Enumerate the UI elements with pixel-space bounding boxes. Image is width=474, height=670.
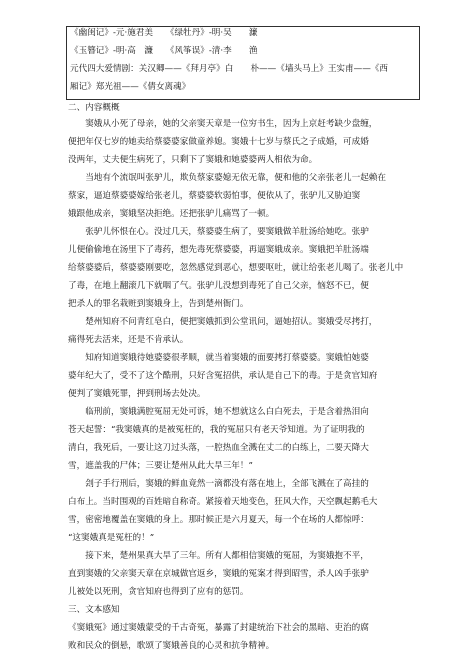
paragraph-line: 雪，密密地覆盖在窦娥的身上。那时候正是六月夏天，每一个在场的人都惊呼：	[68, 515, 369, 525]
paragraph-line: 接下来，楚州果真大旱了三年。所有人都相信窦娥的冤屈，为窦娥抱不平，	[68, 551, 369, 561]
paragraph-line: 儿便偷偷地在汤里下了毒药，想先毒死蔡婆婆，再逼窦娥成亲。窦娥把羊肚汤端	[68, 245, 369, 255]
paragraph-line: 蔡家，逼迫蔡婆婆嫁给张老儿，蔡婆婆软弱怕事，便依从了，张驴儿又胁迫窦	[68, 191, 361, 201]
paragraph-line: “这窦娥真是冤枉的！”	[68, 533, 155, 543]
paragraph-line: 了毒，在地上翻滚几下就咽了气。张驴儿没想到毒死了自己父亲，恼怒不已，便	[68, 281, 369, 291]
paragraph-line: 楚州知府不问青红皂白，便把窦娥抓到公堂讯问，逼她招认。窦娥受尽拷打，	[68, 317, 378, 327]
table-row: 《玉簪记》-明·高 濂 《风筝误》-清·李 渔	[70, 46, 258, 56]
paragraph-line: 给蔡婆婆后，蔡婆婆刚要吃，忽然感觉到恶心，想要呕吐，就让给张老儿喝了。张老儿中	[68, 263, 404, 273]
paragraph-line: 刽子手行刑后，窦娥的鲜血竟然一滴都没有落在地上，全部飞溅在了高挂的	[68, 479, 369, 489]
table-row: 《幽闺记》-元·施君美 《绿牡丹》-明·吴 濂	[70, 28, 258, 38]
paragraph-line: 窦娥从小死了母亲，她的父亲窦天章是一位穷书生，因为上京赶考缺少盘缠，	[68, 119, 378, 129]
paragraph-line: 娥跟他成亲，窦娥坚决拒绝。还把张驴儿痛骂了一顿。	[68, 209, 275, 219]
paragraph-line: 婆年纪大了，受不了这个酷刑，只好含冤招供，承认是自己下的毒。于是贪官知府	[68, 371, 378, 381]
paragraph-line: 知府知道窦娥待她婆婆很孝顺，就当着窦娥的面要拷打蔡婆婆。窦娥怕她婆	[68, 353, 369, 363]
section-heading-text-perception: 三、文本感知	[68, 605, 120, 615]
paragraph-line: 把杀人的罪名栽赃到窦娥身上，告到楚州衙门。	[68, 299, 249, 309]
section-heading-content: 二、内容概概	[68, 103, 120, 113]
paragraph-line: 没两年，丈夫便生病死了，只剩下了窦娥和她婆婆两人相依为命。	[68, 155, 318, 165]
paragraph-line: 直到窦娥的父亲窦天章在京城做官返乡，窦娥的冤案才得到昭雪，杀人凶手张驴	[68, 569, 369, 579]
paragraph-line: 败和民众的倒悬，歌颂了窦娥善良的心灵和抗争精神。	[68, 641, 275, 651]
table-row: 元代四大爱情剧：关汉卿——《拜月亭》白 朴——《墙头马上》王实甫——《西	[70, 64, 388, 74]
paragraph-line: 张驴儿怀恨在心。没过几天，蔡婆婆生病了，要窦娥做羊肚汤给她吃。张驴	[68, 227, 369, 237]
paragraph-line: 清白，我死后，一要让这刀过头落，一腔热血全溅在丈二的白练上，二要天降大	[68, 443, 369, 453]
paragraph-line: 痛得死去活来，还是不肯承认。	[68, 335, 189, 345]
paragraph-line: 儿被处以死刑，贪官知府也得到了应有的惩罚。	[68, 587, 249, 597]
table-row: 厢记》郑光祖——《倩女离魂》	[70, 82, 191, 92]
paragraph-line: 《窦娥冤》通过窦娥蒙受的千古奇冤，暴露了封建统治下社会的黑暗、吏治的腐	[68, 623, 369, 633]
paragraph-line: 便判了窦娥死罪，押到刑场去处决。	[68, 389, 206, 399]
paragraph-line: 苍天起誓：“我窦娥真的是被冤枉的，我的冤屈只有老天爷知道。为了证明我的	[68, 425, 365, 435]
paragraph-line: 白布上。当时围观的百姓暗自称奇。紧接着天地变色，狂风大作，天空飘起鹅毛大	[68, 497, 378, 507]
paragraph-line: 雪，遮盖我的尸体；三要让楚州从此大旱三年！”	[68, 461, 253, 471]
paragraph-line: 便把年仅七岁的她卖给蔡婆婆家做童养媳。窦娥十七岁与蔡氏之子成婚，可成婚	[68, 137, 369, 147]
paragraph-line: 当地有个流氓叫张驴儿，欺负蔡家婆媳无依无靠，便和他的父亲张老儿一起赖在	[68, 173, 386, 183]
paragraph-line: 临刑前，窦娥满腔冤屈无处可诉，她不想就这么白白死去，于是含着热泪向	[68, 407, 369, 417]
